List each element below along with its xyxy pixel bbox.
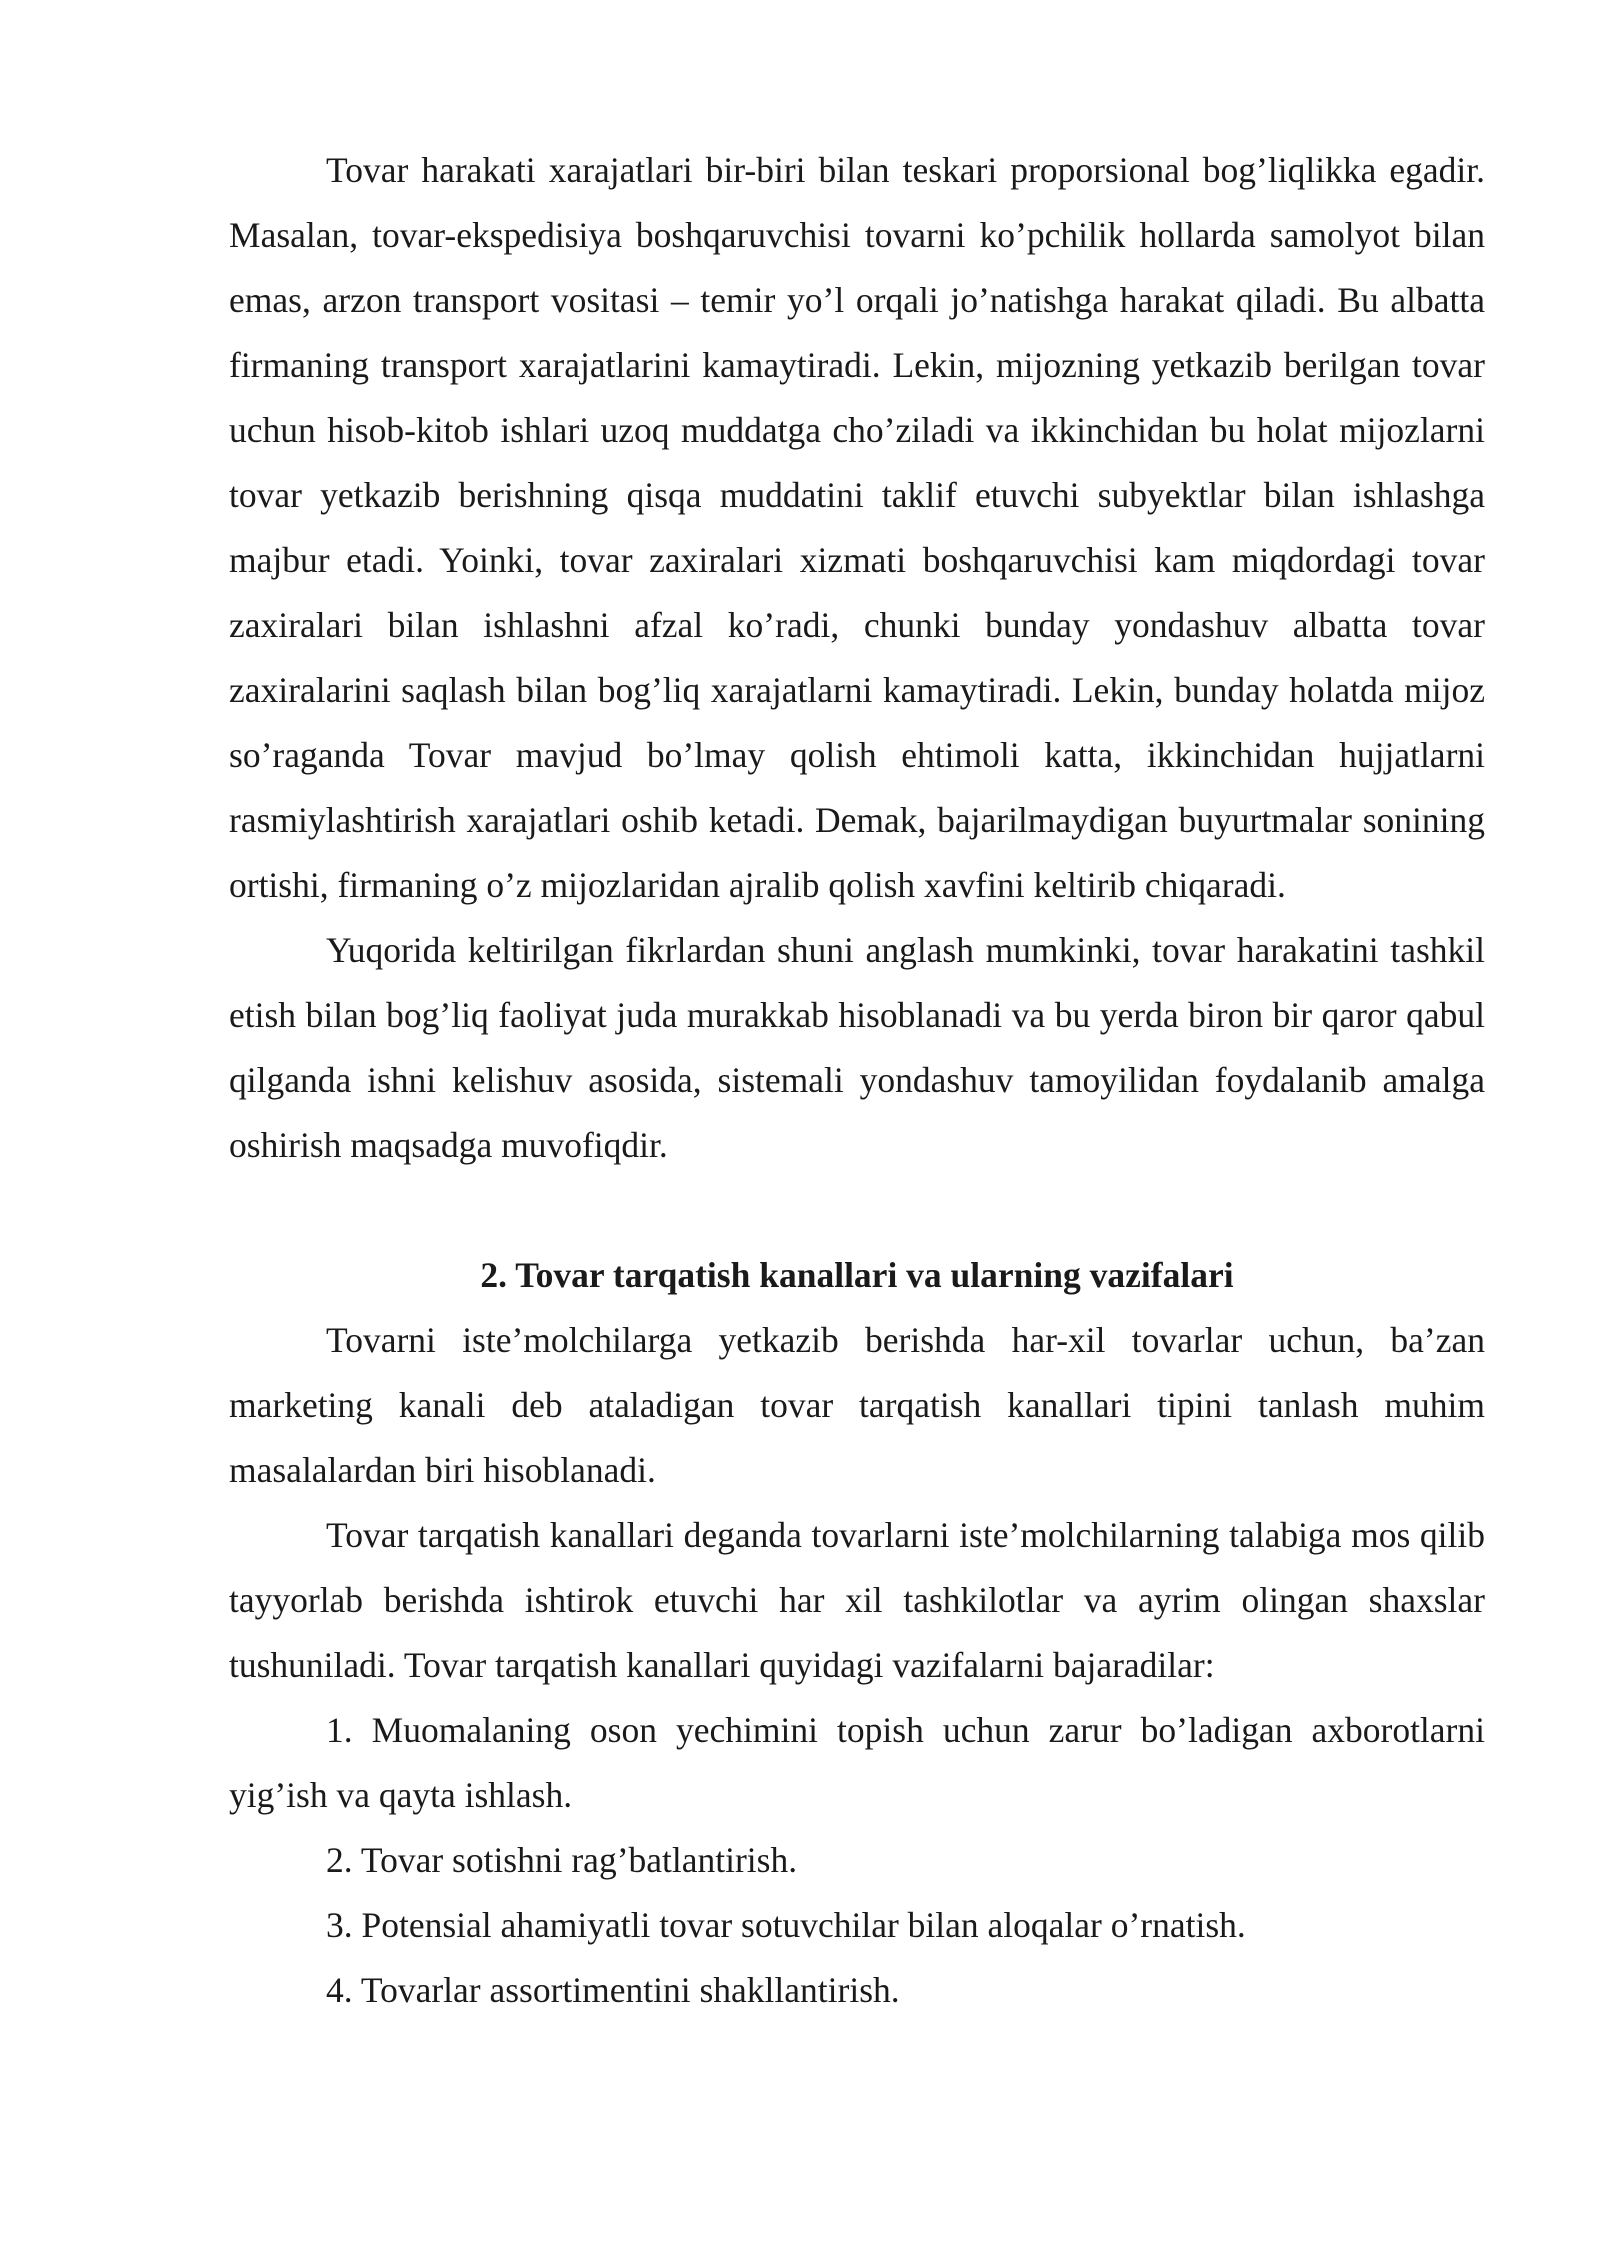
document-page — [229, 138, 1485, 2023]
list-item: 1. Muomalaning oson yechimini topish uchun zarur bo’ladigan axborotlarni yig’ish va qayta ishlash. — [229, 1710, 1485, 1815]
paragraph-channel-definition: Tovar tarqatish kanallari deganda tovarlarni iste’molchilarning talabiga mos qilib tayyorlab berishda ishtirok etuvchi har xil tashkilotlar va ayrim olingan shaxslar tushuniladi. Tovar tarqatish kanallari quyidagi vazifalarni bajaradilar: — [229, 1515, 1485, 1685]
list-item: 2. Tovar sotishni rag’batlantirish. — [326, 1840, 798, 1880]
paragraph-transport-costs: Tovar harakati xarajatlari bir-biri bilan teskari proporsional bog’liqlikka egadir. Masalan, tovar-ekspedisiya boshqaruvchisi tovarni ko’pchilik hollarda samolyot bilan emas, arzon transport vositasi – temir yo’l orqali jo’natishga harakat qiladi. Bu albatta firmaning transport xarajatlarini kamaytiradi. Lekin, mijozning yetkazib berilgan tovar uchun hisob-kitob ishlari uzoq muddatga cho’ziladi va ikkinchidan bu holat mijozlarni tovar yetkazib berishning qisqa muddatini taklif etuvchi subyektlar bilan ishlashga majbur etadi. Yoinki, tovar zaxiralari xizmati boshqaruvchisi kam miqdordagi tovar zaxiralari bilan ishlashni afzal ko’radi, chunki bunday yondashuv albatta tovar zaxiralarini saqlash bilan bog’liq xarajatlarni kamaytiradi. Lekin, bunday holatda mijoz so’raganda Tovar mavjud bo’lmay qolish ehtimoli katta, ikkinchidan hujjatlarni rasmiylashtirish xarajatlari oshib ketadi. Demak, bajarilmaydigan buyurtmalar sonining ortishi, firmaning o’z mijozlaridan ajralib qolish xavfini keltirib chiqaradi. — [229, 150, 1485, 905]
section-heading: 2. Tovar tarqatish kanallari va ularning vazifalari — [480, 1255, 1234, 1295]
list-item: 3. Potensial ahamiyatli tovar sotuvchilar bilan aloqalar o’rnatish. — [326, 1905, 1246, 1945]
list-item: 4. Tovarlar assortimentini shakllantirish. — [326, 1970, 900, 2010]
paragraph-conclusion: Yuqorida keltirilgan fikrlardan shuni anglash mumkinki, tovar harakatini tashkil etish bilan bog’liq faoliyat juda murakkab hisoblanadi va bu yerda biron bir qaror qabul qilganda ishni kelishuv asosida, sistemali yondashuv tamoyilidan foydalanib amalga oshirish maqsadga muvofiqdir. — [229, 930, 1485, 1165]
paragraph-channel-choice: Tovarni iste’molchilarga yetkazib berishda har-xil tovarlar uchun, ba’zan marketing kanali deb ataladigan tovar tarqatish kanallari tipini tanlash muhim masalalardan biri hisoblanadi. — [229, 1320, 1485, 1490]
